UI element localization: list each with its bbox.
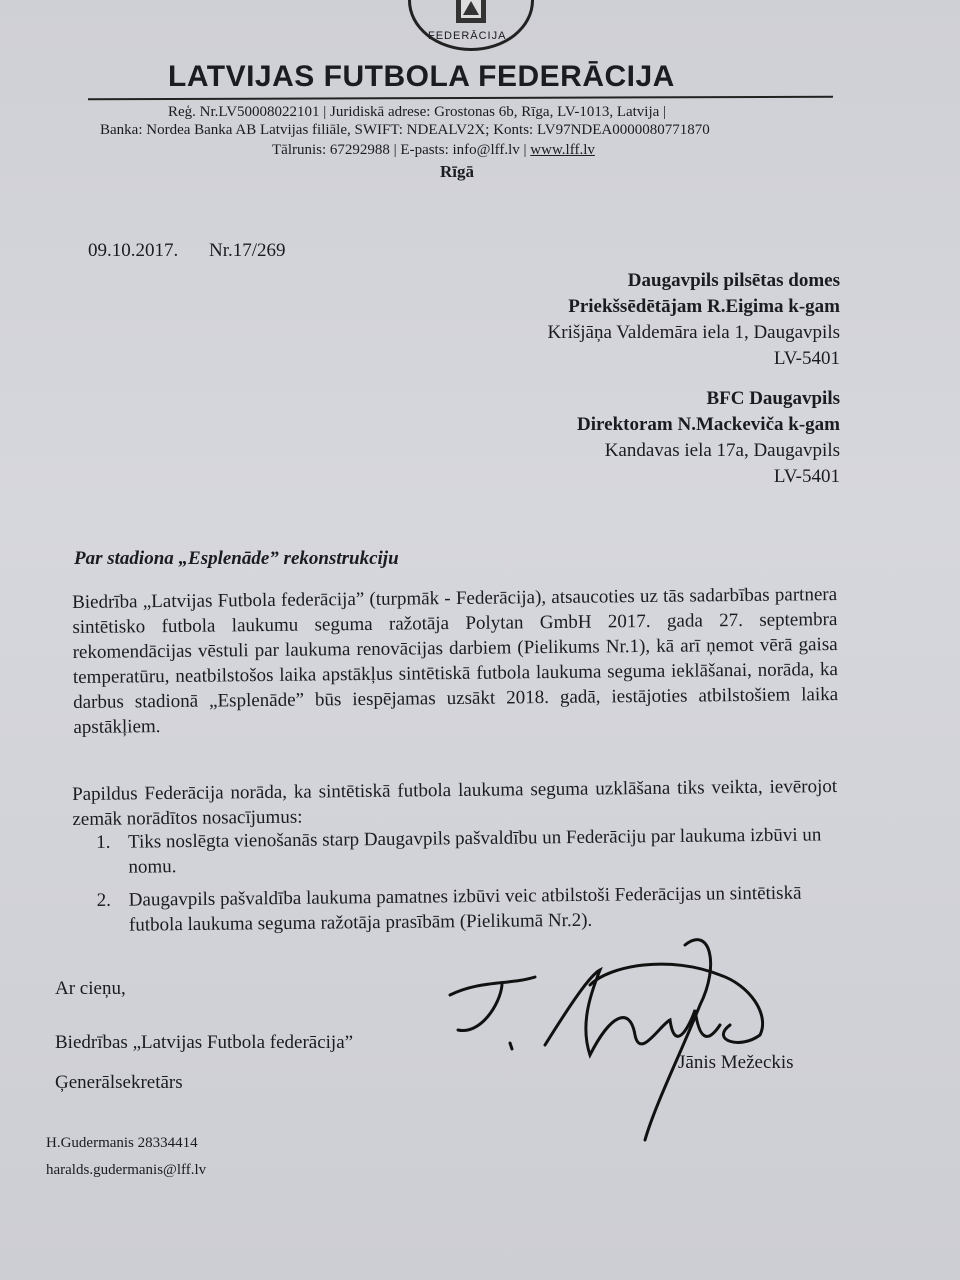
recipient-name: BFC Daugavpils	[706, 388, 840, 409]
contact-line	[272, 142, 595, 159]
list-item	[96, 822, 856, 880]
reference-line	[88, 240, 312, 262]
body-paragraph-1: Biedrība „Latvijas Futbola federācija” (turpmāk - Federācija), atsaucoties uz tās sadarbības partnera sintētisko futbola laukumu seguma ražotāja Polytan GmbH 2017. gada 27. septembra rekomendācijas vēstuli par laukuma renovācijas darbiem (Pielikums Nr.1), kā arī ņemot vērā gaisa temperatūru, neatbilstošos laika apstākļus sintētiskā futbola laukuma seguma ieklāšanai, norāda, ka darbus stadionā „Esplenāde” būs iespējamas uzsākt 2018. gadā, iestājoties atbilstošiem laika apstākļiem.	[72, 583, 839, 738]
recipient-postal: LV-5401	[773, 466, 840, 487]
list-number: 1.	[96, 831, 111, 853]
list-text: Tiks noslēgta vienošanās starp Daugavpils pašvaldību un Federāciju par laukuma izbūvi un nomu.	[128, 824, 822, 878]
recipient-2	[577, 386, 840, 490]
closing-org: Biedrības „Latvijas Futbola federācija”	[55, 1032, 354, 1053]
letter-date: 09.10.2017.	[88, 240, 179, 261]
header-rule	[88, 96, 833, 101]
letter-number: Nr.17/269	[209, 240, 286, 261]
list-text: Daugavpils pašvaldība laukuma pamatnes izbūvi veic atbilstoši Federācijas un sintētiskā futbola laukuma seguma ražotāja prasībām (Pielikumā Nr.2).	[128, 882, 802, 936]
closing-greeting: Ar cieņu,	[55, 978, 126, 999]
recipient-name: Daugavpils pilsētas domes	[627, 270, 840, 291]
org-title: LATVIJAS FUTBOLA FEDERĀCIJA	[168, 60, 675, 93]
city: Rīgā	[440, 162, 474, 181]
recipient-street: Kandavas iela 17a, Daugavpils	[604, 440, 840, 461]
bank-line: Banka: Nordea Banka AB Latvijas filiāle, SWIFT: NDEALV2X; Konts: LV97NDEA0000080771870	[100, 122, 710, 138]
handwritten-signature	[440, 925, 820, 1155]
recipient-street: Krišjāņa Valdemāra iela 1, Daugavpils	[547, 322, 840, 343]
contact-prefix: Tālrunis: 67292988 | E-pasts: info@lff.lv |	[272, 142, 531, 158]
registration-line: Reģ. Nr.LV50008022101 | Juridiskā adrese: Grostonas 6b, Rīga, LV-1013, Latvija |	[168, 104, 667, 120]
federation-logo	[408, 0, 534, 51]
signer-name: Jānis Mežeckis	[678, 1052, 794, 1073]
contact-email: haralds.gudermanis@lff.lv	[46, 1162, 207, 1178]
list-number: 2.	[96, 889, 112, 911]
recipient-title: Priekšsēdētājam R.Eigima k-gam	[568, 296, 840, 317]
recipient-postal: LV-5401	[773, 348, 840, 369]
letter-subject: Par stadiona „Esplenāde” rekonstrukciju	[74, 548, 399, 569]
website-link[interactable]: www.lff.lv	[530, 142, 595, 158]
logo-text: FEDERĀCIJA	[428, 30, 507, 42]
recipient-title: Direktoram N.Mackeviča k-gam	[577, 414, 840, 435]
recipient-1	[548, 268, 840, 372]
contact-phone: H.Gudermanis 28334414	[46, 1135, 198, 1151]
body-paragraph-2: Papildus Federācija norāda, ka sintētiskā futbola laukuma seguma uzklāšana tiks veikta, ievērojot zemāk norādītos nosacījumus:	[72, 775, 838, 830]
signer-role: Ģenerālsekretārs	[55, 1072, 183, 1093]
